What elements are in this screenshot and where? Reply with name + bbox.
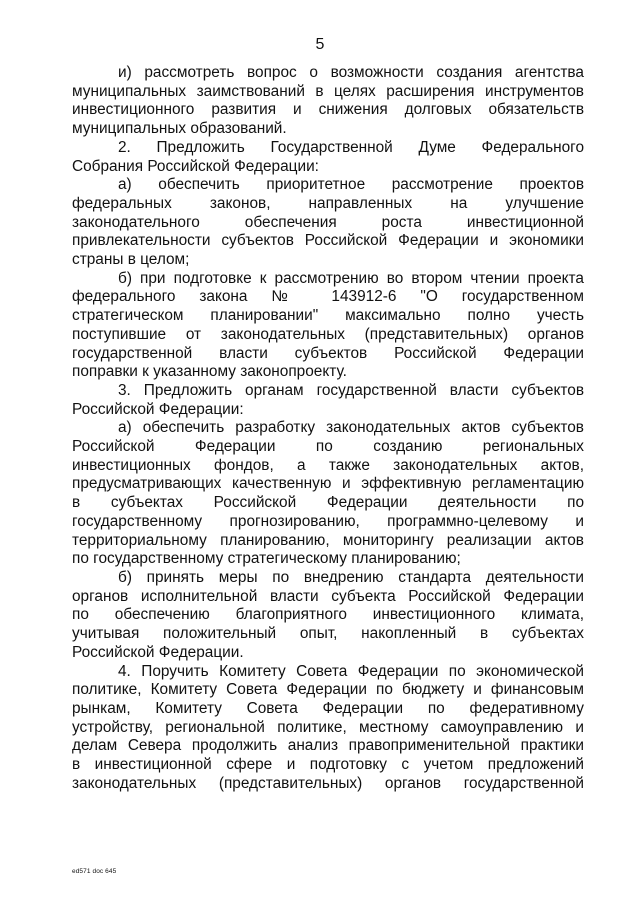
text-line: поправки к указанному законопроекту. [72,363,347,381]
text-line: в инвестиционной сфере и подготовку с учетом предложений [72,756,584,774]
text-line: муниципальных образований. [72,120,287,138]
text-line: и) рассмотреть вопрос о возможности создания агентства [118,64,584,81]
paragraph-p-3 [72,382,584,419]
paragraph-p-2 [72,139,584,176]
text-line: рынкам, Комитету Совета Федерации по федеративному [72,699,584,717]
text-line: в субъектах Российской Федерации деятельности по [72,494,584,512]
text-line: делам Севера продолжить анализ правоприменительной практики [72,737,584,755]
text-line: б) при подготовке к рассмотрению во втором чтении проекта [118,269,584,287]
text-line: территориальному планированию, мониторингу реализации актов [72,531,584,549]
text-line: страны в целом; [72,251,190,269]
paragraph-p-2b [72,270,584,382]
text-line: государственной власти субъектов Российской Федерации [72,344,584,362]
text-line: 2. Предложить Государственной Думе Федерального [118,138,584,156]
text-line: б) принять меры по внедрению стандарта деятельности [118,568,584,586]
text-line: а) обеспечить разработку законодательных актов субъектов [118,419,584,437]
text-line: поступившие от законодательных (представительных) органов [72,325,584,343]
text-line: федеральных законов, направленных на улучшение [72,194,584,212]
text-line: инвестиционного развития и снижения долговых обязательств [72,101,584,119]
document-body [72,64,584,793]
text-line: государственному прогнозированию, программно-целевому и [72,512,584,530]
text-line: а) обеспечить приоритетное рассмотрение проектов [118,176,584,194]
paragraph-p-4 [72,663,584,794]
text-line: по государственному стратегическому планированию; [72,550,461,568]
footer-code: ed571 doc 645 [72,868,117,875]
paragraph-p-3a [72,419,584,569]
text-line: 3. Предложить органам государственной власти субъектов [118,381,584,399]
text-line: привлекательности субъектов Российской Федерации и экономики [72,232,584,250]
text-line: учитывая положительный опыт, накопленный в субъектах [72,625,584,643]
text-line: федерального закона № 143912-6 "О государственном [72,288,584,306]
text-line: инвестиционных фондов, а также законодательных актов, [72,456,584,474]
paragraph-p-3b [72,569,584,663]
text-line: Собрания Российской Федерации: [72,157,319,175]
paragraph-p-2a [72,176,584,270]
text-line: устройству, региональной политике, местному самоуправлению и [72,718,584,736]
text-line: Российской Федерации по созданию региональных [72,438,584,456]
text-line: Российской Федерации. [72,643,244,661]
text-line: законодательного обеспечения роста инвестиционной [72,213,584,231]
paragraph-p-i [72,64,584,139]
text-line: предусматривающих качественную и эффективную регламентацию [72,475,584,493]
text-line: органов исполнительной власти субъекта Российской Федерации [72,587,584,605]
text-line: стратегическом планировании" максимально полно учесть [72,307,584,325]
text-line: политике, Комитету Совета Федерации по бюджету и финансовым [72,681,584,699]
text-line: по обеспечению благоприятного инвестиционного климата, [72,606,584,624]
text-line: Российской Федерации: [72,400,244,418]
text-line: муниципальных заимствований в целях расширения инструментов [72,82,584,100]
text-line: законодательных (представительных) органов государственной [72,774,584,792]
text-line: 4. Поручить Комитету Совета Федерации по экономической [118,662,584,680]
page-number: 5 [315,36,325,53]
